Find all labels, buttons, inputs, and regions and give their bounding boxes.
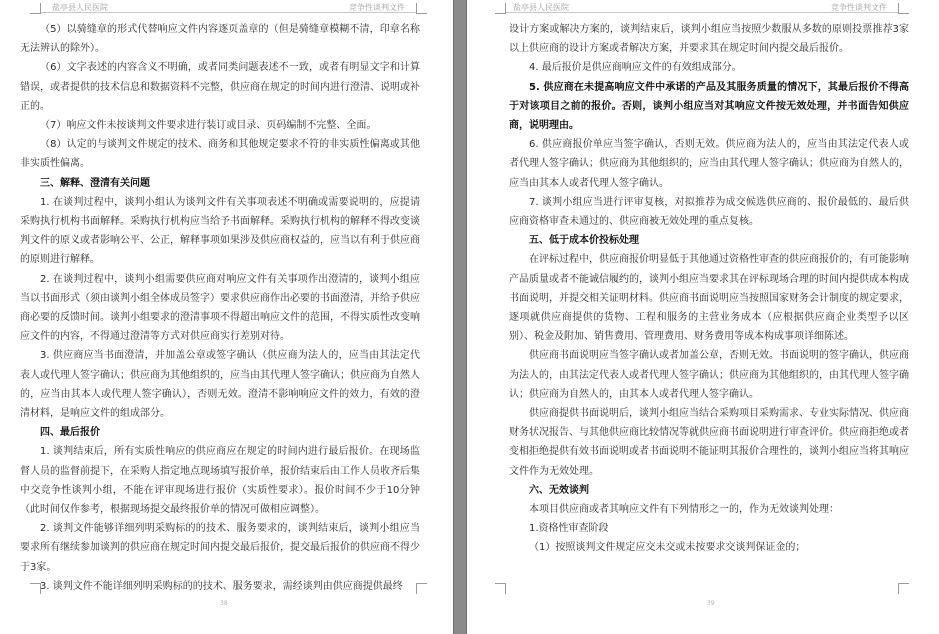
crop-mark [898, 583, 909, 594]
body-paragraph: （1）按照谈判文件规定应交未交或未按要求交谈判保证金的； [529, 542, 806, 554]
page-body [509, 20, 909, 558]
body-paragraph: （6）文字表述的内容含义不明确，或者同类问题表述不一致，或者有明显文字和计算错误，或者提供的技术信息和数据资料不完整，供应商在规定的时间内进行澄清、说明或补正的。 [20, 62, 420, 112]
body-paragraph: 4. 最后报价是供应商响应文件的有效组成部分。 [529, 62, 742, 74]
body-paragraph: 供应商提供书面说明后，谈判小组应当结合采购项目采购需求、专业实际情况、供应商财务状况报告、与其他供应商比较情况等就供应商书面说明进行审查评价。供应商拒绝或者变相拒绝提供有效书面说明或者书面说明不能证明其报价合理性的，谈判小组应当将其响应文件作为无效处理。 [509, 408, 909, 477]
page-number: 39 [707, 600, 715, 607]
body-paragraph: 3. 供应商应当书面澄清，并加盖公章或签字确认（供应商为法人的，应当由其法定代表人或代理人签字确认；供应商为其他组织的，应当由其代理人签字确认；供应商为自然人的，应当由其本人或代理人签字确认），否则无效。澄清不影响响应文件的效力，有效的澄清材料，是响应文件的组成部分。 [20, 350, 420, 420]
body-paragraph: 1.资格性审查阶段 [529, 523, 609, 535]
body-paragraph: 3. 谈判文件不能详细列明采购标的的技术、服务要求，需经谈判由供应商提供最终 [40, 580, 403, 592]
crop-mark [898, 3, 909, 14]
crop-mark [416, 3, 427, 14]
crop-mark [495, 3, 506, 14]
section-heading: 四、最后报价 [40, 427, 100, 439]
page-header-left: 盐亭县人民医院 [52, 3, 108, 12]
body-paragraph: 2. 谈判文件能够详细列明采购标的的技术、服务要求的，谈判结束后，谈判小组应当要求所有继续参加谈判的供应商在规定时间内提交最后报价，提交最后报价的供应商不得少于3家。 [20, 523, 420, 573]
body-paragraph: 在评标过程中，供应商报价明显低于其他通过资格性审查的供应商报价的，有可能影响产品质量或者不能诚信履约的，谈判小组应当要求其在评标现场合理的时间内提供成本构成书面说明，并提交相关证明材料。供应商书面说明应当按照国家财务会计制度的规定要求，逐项就供应商提供的货物、工程和服务的主营业务成本（应根据供应商企业类型予以区别）、税金及附加、销售费用、管理费用、财务费用等成本构成事项详细陈述。 [509, 254, 909, 343]
page-gutter [453, 0, 467, 634]
document-page-right [467, 0, 939, 634]
body-paragraph: （8）认定的与谈判文件规定的技术、商务和其他规定要求不符的非实质性偏离或其他非实质性偏离。 [20, 139, 420, 170]
body-paragraph: 本项目供应商或者其响应文件有下列情形之一的，作为无效谈判处理： [529, 504, 839, 516]
body-paragraph: 2. 在谈判过程中，谈判小组需要供应商对响应文件有关事项作出澄清的，谈判小组应当以书面形式（须由谈判小组全体成员签字）要求供应商作出必要的书面澄清，并给予供应商必要的反馈时间。谈判小组要求的澄清事项不得超出响应文件的范围，不得实质性改变响应文件的内容，不得通过澄清等方式对供应商实行差别对待。 [20, 273, 420, 343]
crop-mark [30, 3, 41, 14]
body-paragraph: （5）以骑缝章的形式代替响应文件内容逐页盖章的（但是骑缝章模糊不清，印章名称无法辨认的除外）。 [20, 24, 420, 55]
header-rule [505, 12, 899, 13]
section-heading: 三、解释、澄清有关问题 [40, 177, 150, 189]
body-paragraph: （7）响应文件未按谈判文件要求进行装订或目录、页码编制不完整、全面。 [40, 120, 377, 132]
crop-mark [495, 583, 506, 594]
page-body [20, 20, 420, 596]
body-paragraph: 6. 供应商报价单应当签字确认，否则无效。供应商为法人的，应当由其法定代表人或者代理人签字确认；供应商为其他组织的，应当由其代理人签字确认；供应商为自然人的，应当由其本人或者代理人签字确认。 [509, 139, 909, 189]
page-header-left: 盐亭县人民医院 [513, 3, 569, 12]
header-rule [40, 12, 417, 13]
body-paragraph: 7. 谈判小组应当进行评审复核，对拟推荐为成交候选供应商的、报价最低的、最后供应商资格审查未通过的、供应商被无效处理的重点复核。 [509, 196, 909, 228]
body-paragraph: 1. 在谈判过程中，谈判小组认为谈判文件有关事项表述不明确或需要说明的，应提请采购执行机构书面解释。采购执行机构应当给予书面解释。采购执行机构的解释不得改变谈判文件的原义或者影响公平、公正，解释事项如果涉及供应商权益的，应当以有利于供应商的原则进行解释。 [20, 196, 420, 266]
body-paragraph: 供应商书面说明应当签字确认或者加盖公章，否则无效。书面说明的签字确认，供应商为法人的，由其法定代表人或者代理人签字确认；供应商为其他组织的，由其代理人签字确认；供应商为自然人的，由其本人或者代理人签字确认。 [509, 350, 909, 400]
document-page-left [0, 0, 453, 634]
section-heading: 五、低于成本价投标处理 [529, 235, 639, 247]
body-paragraph: 1. 谈判结束后，所有实质性响应的供应商应在规定的时间内进行最后报价。在现场监督人员的监督前提下，在采购人指定地点现场填写报价单，报价结束后由工作人员收齐后集中交竞争性谈判小组，不能在评审现场进行报价（实质性要求）。报价时间不少于10分钟（此时间仅作参考，根据现场提交最终报价单的情况可做相应调整）。 [20, 446, 420, 516]
page-number: 38 [220, 600, 228, 607]
section-heading: 六、无效谈判 [529, 484, 589, 496]
section-heading: 5. 供应商在未提高响应文件中承诺的产品及其服务质量的情况下，其最后报价不得高于对该项目之前的报价。否则，谈判小组应当对其响应文件按无效处理，并书面告知供应商，说明理由。 [509, 81, 909, 132]
page-header-right: 竞争性谈判文件 [349, 3, 405, 12]
page-header-right: 竞争性谈判文件 [831, 3, 887, 12]
body-paragraph: 设计方案或解决方案的，谈判结束后，谈判小组应当按照少数服从多数的原则投票推荐3家以上供应商的设计方案或者解决方案，并要求其在规定时间内提交最后报价。 [509, 24, 909, 55]
